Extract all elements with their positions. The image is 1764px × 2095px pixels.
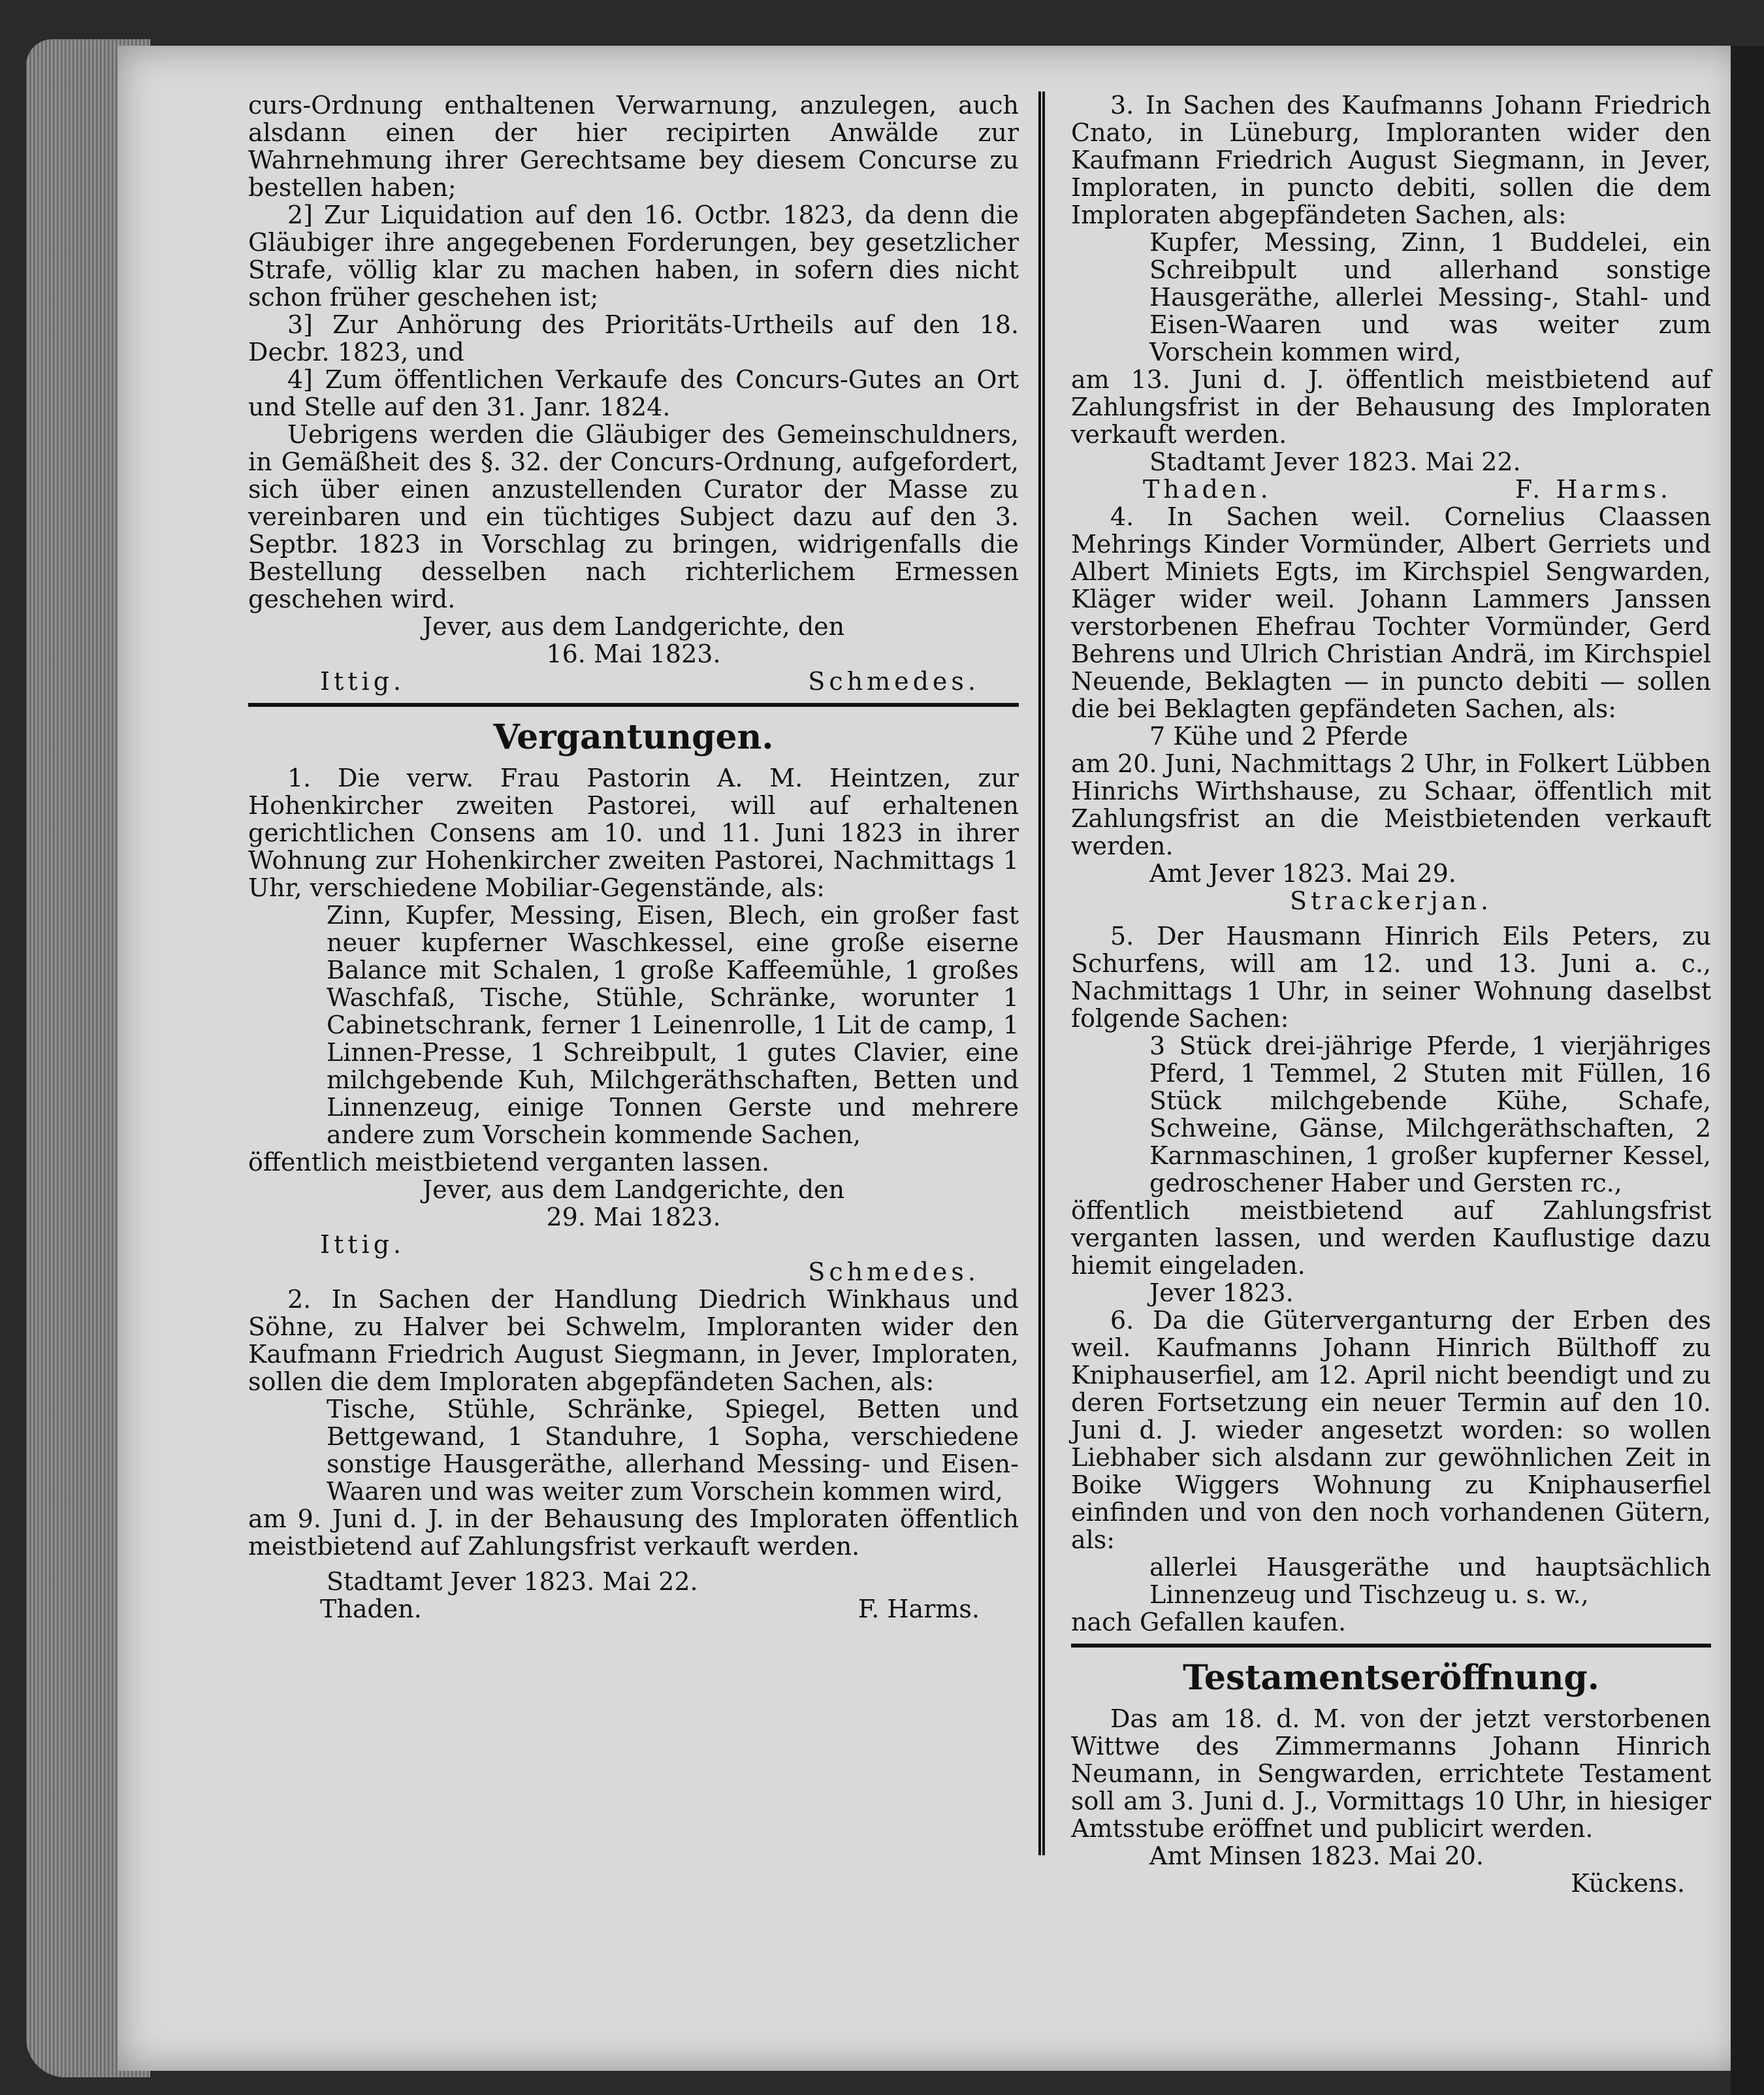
notice-1-list xyxy=(248,901,1019,1148)
notice-3-date: Stadtamt Jever 1823. Mai 22. xyxy=(1149,447,1521,476)
notice-5-items: 3 Stück drei-jährige Pferde, 1 vierjähriges Pferd, 1 Temmel, 2 Stuten mit Füllen, 16 Stück milchgebende Kühe, Schafe, Schweine, Gänse, Milchgeräthschaften, 2 Karnmaschinen, 1 großer kupferner Kessel, gedroschener Haber und Gersten rc., xyxy=(1149,1031,1711,1197)
notice-4-signature: Strackerjan. xyxy=(1289,886,1493,915)
concurs-paragraph-1: curs-Ordnung enthaltenen Verwarnung, anzulegen, auch alsdann einen der hier recipirten Anwälde zur Wahrnehmung ihrer Gerechtsame bey diesem Concurse zu bestellen haben; xyxy=(248,91,1019,202)
notice-6-list xyxy=(1071,1553,1711,1608)
notice-1-end: öffentlich meistbietend verganten lassen. xyxy=(248,1148,770,1177)
notice-3-items: Kupfer, Messing, Zinn, 1 Buddelei, ein Schreibpult und allerhand sonstige Hausgeräthe, allerlei Messing-, Stahl- und Eisen-Waaren und was weiter zum Vorschein kommen wird, xyxy=(1149,228,1711,366)
signatures xyxy=(248,668,1019,695)
notice-4-items: 7 Kühe und 2 Pferde xyxy=(1149,722,1409,751)
signature-ittig: Ittig. xyxy=(320,667,406,696)
right-column xyxy=(1071,91,1711,1897)
section-title-vergantungen: Vergantungen. xyxy=(493,717,774,757)
signature-thaden-2: Thaden. xyxy=(1143,475,1272,504)
notice-3-signatures xyxy=(1071,476,1711,503)
notice-3: 3. In Sachen des Kaufmanns Johann Friedrich Cnato, in Lüneburg, Imploranten wider den Kaufmann Friedrich August Siegmann, in Jever, Imploraten, in puncto debiti, sollen die dem Imploraten abgepfändeten Sachen, als: xyxy=(1071,91,1711,229)
notice-6-end: nach Gefallen kaufen. xyxy=(1071,1608,1347,1636)
notice-2-items: Tische, Stühle, Schränke, Spiegel, Betten und Bettgewand, 1 Standuhre, 1 Sopha, verschiedene sonstige Hausgeräthe, allerhand Messing- und Eisen-Waaren und was weiter zum Vorschein kommen wird, xyxy=(327,1395,1019,1506)
notice-5-list xyxy=(1071,1032,1711,1197)
notice-6: 6. Da die Güterverganturng der Erben des weil. Kaufmanns Johann Hinrich Bülthoff zu Kniphauserfiel, am 12. April nicht beendigt und zu deren Fortsetzung ein neuer Termin auf den 10. Juni d. J. wieder angesetzt worden: so wollen Liebhaber sich alsdann zur gewöhnlichen Zeit in Boike Wiggers Wohnung zu Kniphauserfiel einfinden und von den noch vorhandenen Gütern, als: xyxy=(1071,1306,1711,1554)
notice-2-signatures xyxy=(248,1595,1019,1623)
notice-1-signature-b: Schmedes. xyxy=(808,1258,980,1286)
notice-2-end: am 9. Juni d. J. in der Behausung des Imploraten öffentlich meistbietend auf Zahlungsfrist verkauft werden. xyxy=(248,1504,1019,1561)
concurs-paragraph-2: 2] Zur Liquidation auf den 16. Octbr. 1823, da denn die Gläubiger ihre angegebenen Forderungen, bey gesetzlicher Strafe, völlig klar zu machen haben, in sofern dies nicht schon früher geschehen ist; xyxy=(248,201,1019,312)
notice-2: 2. In Sachen der Handlung Diedrich Winkhaus und Söhne, zu Halver bei Schwelm, Imploranten wider den Kaufmann Friedrich August Siegmann, in Jever, Imploraten, sollen die dem Imploraten abgepfändeten Sachen, als: xyxy=(248,1285,1019,1396)
testament-notice: Das am 18. d. M. von der jetzt verstorbenen Wittwe des Zimmermanns Johann Hinrich Neumann, in Sengwarden, errichtete Testament soll am 3. Juni d. J., Vormittags 10 Uhr, in hiesiger Amtsstube eröffnet und publicirt werden. xyxy=(1071,1704,1711,1843)
column-divider xyxy=(1038,91,1045,1855)
section-title-testament: Testamentseröffnung. xyxy=(1183,1658,1599,1698)
notice-4-list xyxy=(1071,723,1711,750)
signature-schmedes: Schmedes. xyxy=(808,667,980,696)
notice-4: 4. In Sachen weil. Cornelius Claassen Mehrings Kinder Vormünder, Albert Gerriets und Albert Miniets Egts, im Kirchspiel Sengwarden, Kläger wider weil. Johann Lammers Janssen verstorbenen Ehefrau Tochter Vormünder, Gerd Behrens und Ulrich Christian Andrä, im Kirchspiel Neuende, Beklagten — in puncto debiti — sollen die bei Beklagten gepfändeten Sachen, als: xyxy=(1071,502,1711,723)
notice-4-end: am 20. Juni, Nachmittags 2 Uhr, in Folkert Lübben Hinrichs Wirthshause, zu Schaar, öffentlich mit Zahlungsfrist an die Meistbietenden verkauft werden. xyxy=(1071,749,1711,860)
notice-5: 5. Der Hausmann Hinrich Eils Peters, zu Schurfens, will am 12. und 13. Juni a. c., Nachmittags 1 Uhr, in seiner Wohnung daselbst folgende Sachen: xyxy=(1071,922,1711,1033)
section-rule xyxy=(248,703,1019,707)
concurs-paragraph-4: 4] Zum öffentlichen Verkaufe des Concurs-Gutes an Ort und Stelle auf den 31. Janr. 1824. xyxy=(248,365,1019,421)
signature-thaden: Thaden. xyxy=(320,1595,422,1623)
notice-1-dateline: Jever, aus dem Landgerichte, den xyxy=(422,1175,845,1204)
notice-1-signature-a: Ittig. xyxy=(320,1230,406,1259)
notice-4-date: Amt Jever 1823. Mai 29. xyxy=(1149,859,1456,888)
notice-1-date: 29. Mai 1823. xyxy=(546,1203,721,1231)
notice-5-end: öffentlich meistbietend auf Zahlungsfrist verganten lassen, und werden Kauflustige dazu hiemit eingeladen. xyxy=(1071,1196,1711,1280)
testament-date: Amt Minsen 1823. Mai 20. xyxy=(1149,1842,1484,1870)
section-rule-2 xyxy=(1071,1644,1711,1648)
notice-3-list xyxy=(1071,229,1711,366)
scan-margin xyxy=(1731,46,1764,2095)
notice-2-date: Stadtamt Jever 1823. Mai 22. xyxy=(327,1567,698,1596)
dateline: Jever, aus dem Landgerichte, den xyxy=(422,612,845,641)
left-column xyxy=(248,91,1019,1623)
testament-signature: Kückens. xyxy=(1571,1869,1685,1898)
notice-5-date: Jever 1823. xyxy=(1149,1278,1294,1307)
notice-1: 1. Die verw. Frau Pastorin A. M. Heintzen, zur Hohenkircher zweiten Pastorei, will auf erhaltenen gerichtlichen Consens am 10. und 11. Juni 1823 in ihrer Wohnung zur Hohenkircher zweiten Pastorei, Nachmittags 1 Uhr, verschiedene Mobiliar-Gegenstände, als: xyxy=(248,764,1019,902)
concurs-paragraph-5: Uebrigens werden die Gläubiger des Gemeinschuldners, in Gemäßheit des §. 32. der Concurs-Ordnung, aufgefordert, sich über einen anzustellenden Curator der Masse zu vereinbaren und ein tüchtiges Subject dazu auf den 3. Septbr. 1823 in Vorschlag zu bringen, widrigenfalls die Bestellung desselben nach richterlichem Ermessen geschehen wird. xyxy=(248,420,1019,613)
dateline-date: 16. Mai 1823. xyxy=(546,640,721,668)
notice-2-list xyxy=(248,1395,1019,1505)
notice-6-items: allerlei Hausgeräthe und hauptsächlich Linnenzeug und Tischzeug u. s. w., xyxy=(1149,1553,1711,1609)
notice-1-items: Zinn, Kupfer, Messing, Eisen, Blech, ein großer fast neuer kupferner Waschkessel, eine große eiserne Balance mit Schalen, 1 große Kaffeemühle, 1 großes Waschfaß, Tische, Stühle, Schränke, worunter 1 Cabinetschrank, ferner 1 Leinenrolle, 1 Lit de camp, 1 Linnen-Presse, 1 Schreibpult, 1 gutes Clavier, eine milchgebende Kuh, Milchgeräthschaften, Betten und Linnenzeug, einige Tonnen Gerste und mehrere andere zum Vorschein kommende Sachen, xyxy=(327,901,1019,1149)
concurs-paragraph-3: 3] Zur Anhörung des Prioritäts-Urtheils auf den 18. Decbr. 1823, und xyxy=(248,310,1019,366)
signature-harms: F. Harms. xyxy=(858,1595,980,1623)
notice-3-end: am 13. Juni d. J. öffentlich meistbietend auf Zahlungsfrist in der Behausung des Imploraten verkauft werden. xyxy=(1071,365,1711,449)
signature-harms-2: F. Harms. xyxy=(1515,475,1672,504)
